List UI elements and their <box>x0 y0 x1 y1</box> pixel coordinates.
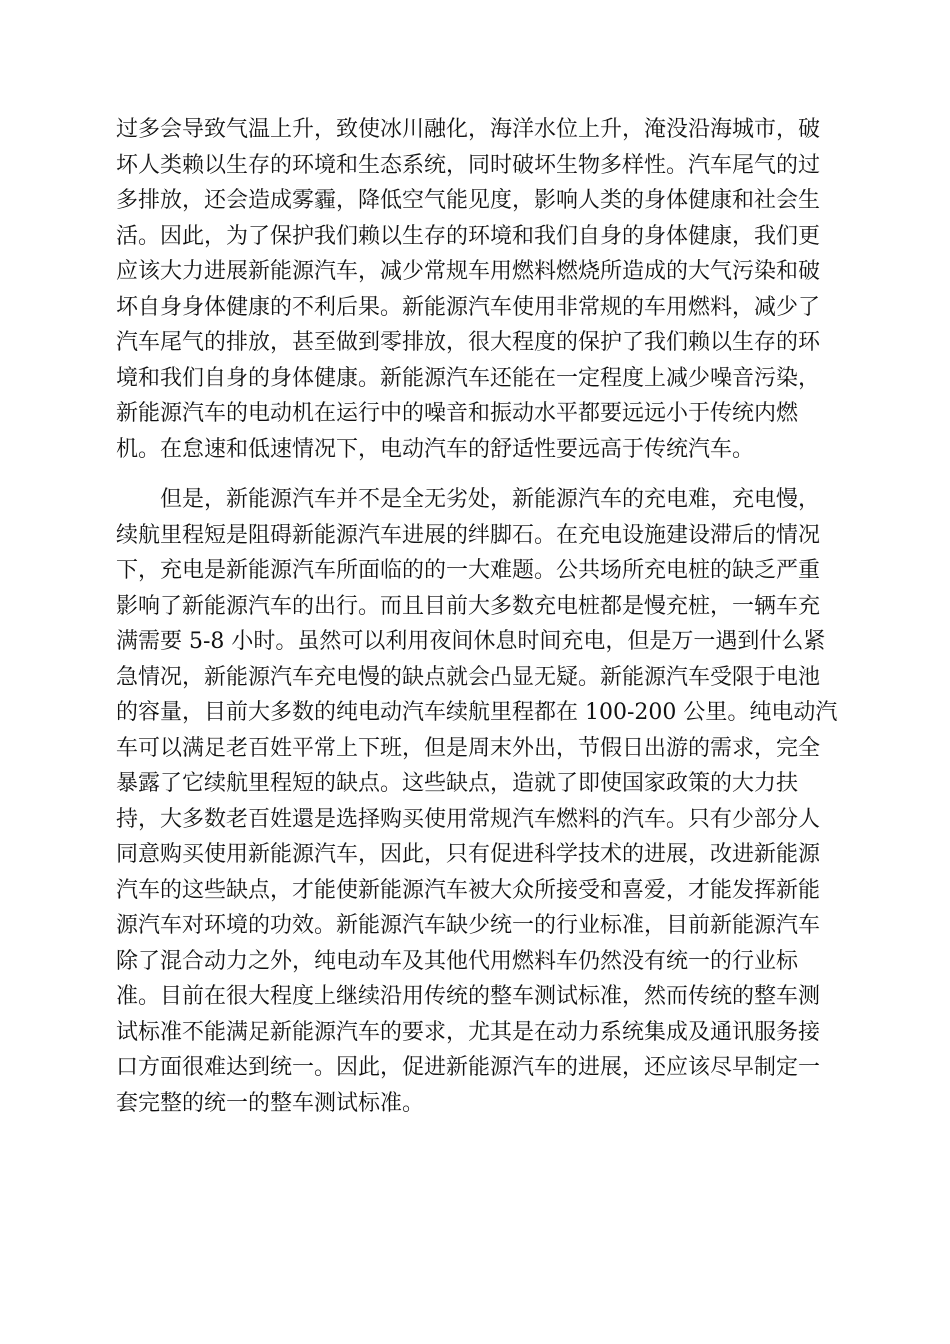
text-line: 活。因此，为了保护我们赖以生存的环境和我们自身的身体健康，我们更 <box>116 223 821 249</box>
text-line: 续航里程短是阻碍新能源汽车进展的绊脚石。在充电设施建设滞后的情况 <box>116 522 821 548</box>
text-line: 汽车尾气的排放，甚至做到零排放，很大程度的保护了我们赖以生存的环 <box>116 330 821 355</box>
text-line: 急情况，新能源汽车充电慢的缺点就会凸显无疑。新能源汽车受限于电池 <box>116 664 821 690</box>
paragraph-2 <box>116 482 840 1121</box>
text-line: 但是，新能源汽车并不是全无劣处，新能源汽车的充电难，充电慢， <box>116 487 821 512</box>
text-line: 的容量，目前大多数的纯电动汽车续航里程都在 100-200 公里。纯电动汽 <box>116 700 838 725</box>
text-line: 源汽车对环境的功效。新能源汽车缺少统一的行业标准，目前新能源汽车 <box>116 913 821 938</box>
text-line: 满需要 5-8 小时。虽然可以利用夜间休息时间充电，但是万一遇到什么紧 <box>116 629 826 654</box>
paragraph-spacer <box>116 467 840 482</box>
text-line: 机。在怠速和低速情况下，电动汽车的舒适性要远高于传统汽车。 <box>116 436 755 462</box>
text-line: 应该大力进展新能源汽车，减少常规车用燃料燃烧所造成的大气污染和破 <box>116 259 821 284</box>
text-line: 过多会导致气温上升，致使冰川融化，海洋水位上升，淹没沿海城市，破 <box>116 117 821 142</box>
text-line: 汽车的这些缺点，才能使新能源汽车被大众所接受和喜爱，才能发挥新能 <box>116 877 821 903</box>
text-line: 持，大多数老百姓還是选择购买使用常规汽车燃料的汽车。只有少部分人 <box>116 806 821 832</box>
text-line: 暴露了它续航里程短的缺点。这些缺点，造就了即使国家政策的大力扶 <box>116 771 799 796</box>
paragraph-1 <box>116 112 840 467</box>
text-line: 影响了新能源汽车的出行。而且目前大多数充电桩都是慢充桩，一辆车充 <box>116 593 821 619</box>
text-line: 口方面很难达到统一。因此，促进新能源汽车的进展，还应该尽早制定一 <box>116 1055 821 1080</box>
text-line: 试标准不能满足新能源汽车的要求，尤其是在动力系统集成及通讯服务接 <box>116 1019 821 1045</box>
text-line: 套完整的统一的整车测试标准。 <box>116 1090 425 1116</box>
text-line: 车可以满足老百姓平常上下班，但是周末外出，节假日出游的需求，完全 <box>116 735 821 761</box>
document-body <box>116 112 840 1121</box>
text-line: 新能源汽车的电动机在运行中的噪音和振动水平都要远远小于传统内燃 <box>116 401 799 426</box>
text-line: 下，充电是新能源汽车所面临的的一大难题。公共场所充电桩的缺乏严重 <box>116 558 821 583</box>
text-line: 准。目前在很大程度上继续沿用传统的整车测试标准，然而传统的整车测 <box>116 984 821 1009</box>
text-line: 坏自身身体健康的不利后果。新能源汽车使用非常规的车用燃料，减少了 <box>116 294 821 320</box>
text-line: 同意购买使用新能源汽车，因此，只有促进科学技术的进展，改进新能源 <box>116 842 821 867</box>
text-line: 坏人类赖以生存的环境和生态系统，同时破坏生物多样性。汽车尾气的过 <box>116 152 821 178</box>
text-line: 境和我们自身的身体健康。新能源汽车还能在一定程度上减少噪音污染， <box>116 365 821 391</box>
text-line: 多排放，还会造成雾霾，降低空气能见度，影响人类的身体健康和社会生 <box>116 188 821 213</box>
text-line: 除了混合动力之外，纯电动车及其他代用燃料车仍然没有统一的行业标 <box>116 948 799 974</box>
